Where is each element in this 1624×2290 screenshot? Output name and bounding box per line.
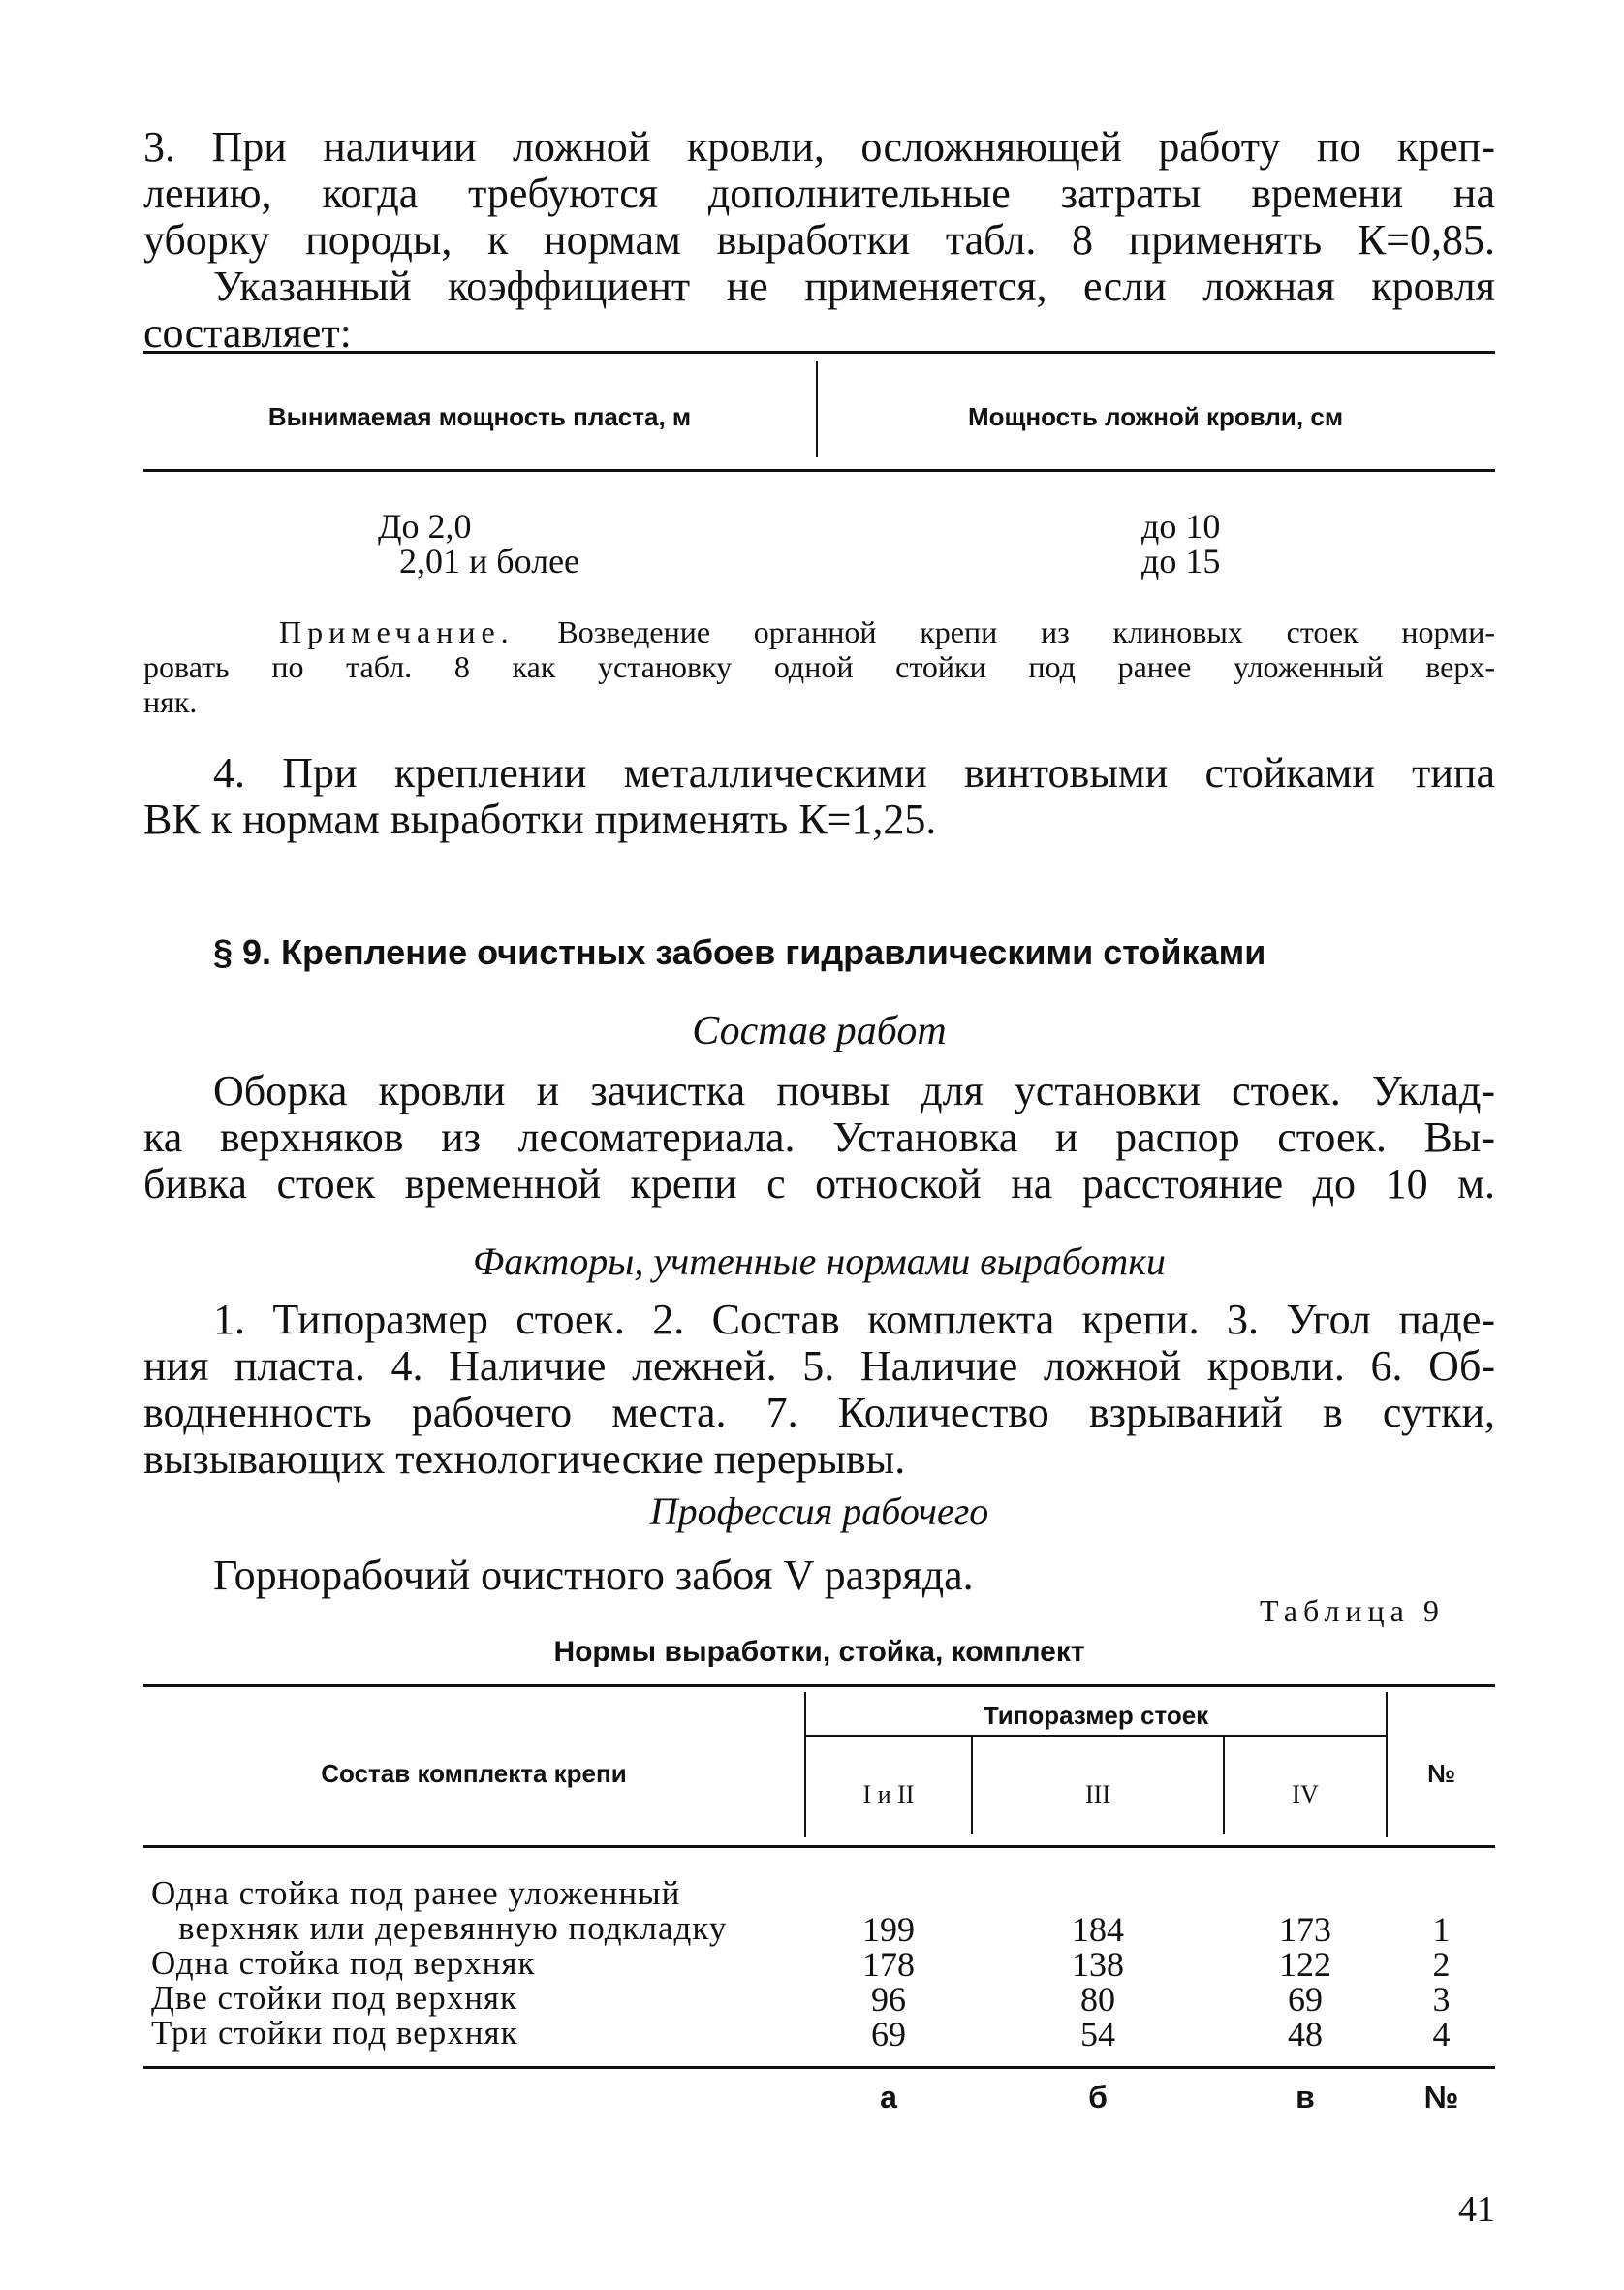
table9-top-rule (143, 1684, 1495, 1687)
note (143, 614, 1495, 719)
factors-line: 1. Типоразмер стоек. 2. Состав комплекта крепи. 3. Угол паде- (213, 1296, 1495, 1343)
factors-line: вызывающих технологические перерывы. (143, 1435, 906, 1483)
section-title: § 9. Крепление очистных забоев гидравлическими стойками (213, 932, 1266, 972)
paragraph-4-line: 4. При креплении металлическими винтовыми стойками типа (213, 749, 1495, 797)
composition-header: Состав комплекта крепи (321, 1759, 627, 1788)
table-cell: 138 (1072, 1945, 1124, 1984)
works-text (143, 1068, 1495, 1208)
table-cell: 184 (1072, 1910, 1124, 1949)
works-line: бивка стоек временной крепи с отноской на расстояние до 10 м. (143, 1160, 1495, 1208)
note-line: няк. (143, 684, 198, 719)
row-label: Одна стойка под ранее уложенный (151, 1874, 681, 1912)
roof-header: Мощность ложной кровли, см (967, 402, 1344, 431)
row-label: Три стойки под верхняк (151, 2014, 518, 2052)
paragraph-3-line: Указанный коэффициент не применяется, если ложная кровля (213, 263, 1495, 310)
table-cell: 1 (1432, 1910, 1451, 1949)
note-label: Примечание. (279, 614, 515, 649)
table-cell: 122 (1279, 1945, 1331, 1984)
factors-heading: Факторы, учтенные нормами выработки (473, 1239, 1166, 1283)
paragraph-3-line: составляет: (143, 309, 352, 357)
table-header-rule (143, 469, 1495, 472)
note-line: Возведение органной крепи из клиновых стоек норми- (557, 614, 1496, 649)
size-header: I и II (862, 1780, 915, 1808)
table-cell: 178 (862, 1945, 915, 1984)
note-line: ровать по табл. 8 как установку одной стойки под ранее уложенный верх- (143, 649, 1495, 684)
page-number: 41 (1458, 2189, 1495, 2230)
table9-header-rule (143, 1845, 1495, 1848)
paragraph-3-line: лению, когда требуются дополнительные затраты времени на (143, 170, 1495, 217)
thickness-cell: 2,01 и более (399, 542, 580, 580)
table-cell: 4 (1432, 2015, 1451, 2054)
factors-text (143, 1297, 1495, 1483)
size-header: IV (1292, 1780, 1319, 1808)
group-header: Типоразмер стоек (983, 1701, 1209, 1730)
no-header: № (1427, 1759, 1455, 1788)
paragraph-3 (143, 124, 1495, 357)
table-cell: 3 (1432, 1980, 1451, 2019)
column-letter: б (1088, 2080, 1108, 2115)
paragraph-3-line: уборку породы, к нормам выработки табл. 8 применять К=0,85. (143, 216, 1495, 264)
table-cell: 199 (862, 1910, 915, 1949)
table-cell: 69 (871, 2015, 906, 2054)
paragraph-4-line: ВК к нормам выработки применять К=1,25. (143, 796, 937, 843)
table-cell: 54 (1080, 2015, 1115, 2054)
factors-line: водненность рабочего места. 7. Количество взрываний в сутки, (143, 1389, 1495, 1436)
works-line: Оборка кровли и зачистка почвы для установки стоек. Уклад- (213, 1067, 1495, 1114)
thickness-header: Вынимаемая мощность пласта, м (267, 402, 692, 431)
table-cell: 69 (1288, 1980, 1323, 2019)
table-cell: 80 (1080, 1980, 1115, 2019)
paragraph-4 (143, 750, 1495, 843)
row-label: Одна стойка под верхняк (151, 1944, 536, 1982)
table-cell: 2 (1432, 1945, 1451, 1984)
profession-heading: Профессия рабочего (649, 1490, 989, 1533)
table-cell: 173 (1279, 1910, 1331, 1949)
table9-bottom-rule (143, 2066, 1495, 2069)
thickness-cell: До 2,0 (378, 507, 472, 546)
table-top-rule (143, 351, 1495, 354)
table-cell: 96 (871, 1980, 906, 2019)
profession-text: Горнорабочий очистного забоя V разряда. (213, 1552, 974, 1599)
factors-line: ния пласта. 4. Наличие лежней. 5. Наличие ложной кровли. 6. Об- (143, 1342, 1495, 1390)
roof-cell: до 10 (1141, 507, 1221, 546)
works-heading: Состав работ (692, 1009, 947, 1053)
column-letter: а (880, 2080, 897, 2115)
group-underline (806, 1735, 1386, 1737)
column-letter: в (1296, 2080, 1315, 2115)
roof-cell: до 15 (1141, 542, 1221, 580)
column-letter: № (1423, 2080, 1459, 2115)
works-line: ка верхняков из лесоматериала. Установка и распор стоек. Вы- (143, 1114, 1495, 1161)
size-header: III (1085, 1780, 1110, 1808)
paragraph-3-line: 3. При наличии ложной кровли, осложняющей работу по креп- (143, 123, 1495, 171)
row-label: верхняк или деревянную подкладку (178, 1909, 728, 1947)
table-cell: 48 (1288, 2015, 1323, 2054)
table-label: Таблица 9 (1260, 1593, 1445, 1628)
row-label: Две стойки под верхняк (151, 1979, 518, 2017)
table-caption: Нормы выработки, стойка, комплект (553, 1636, 1085, 1668)
